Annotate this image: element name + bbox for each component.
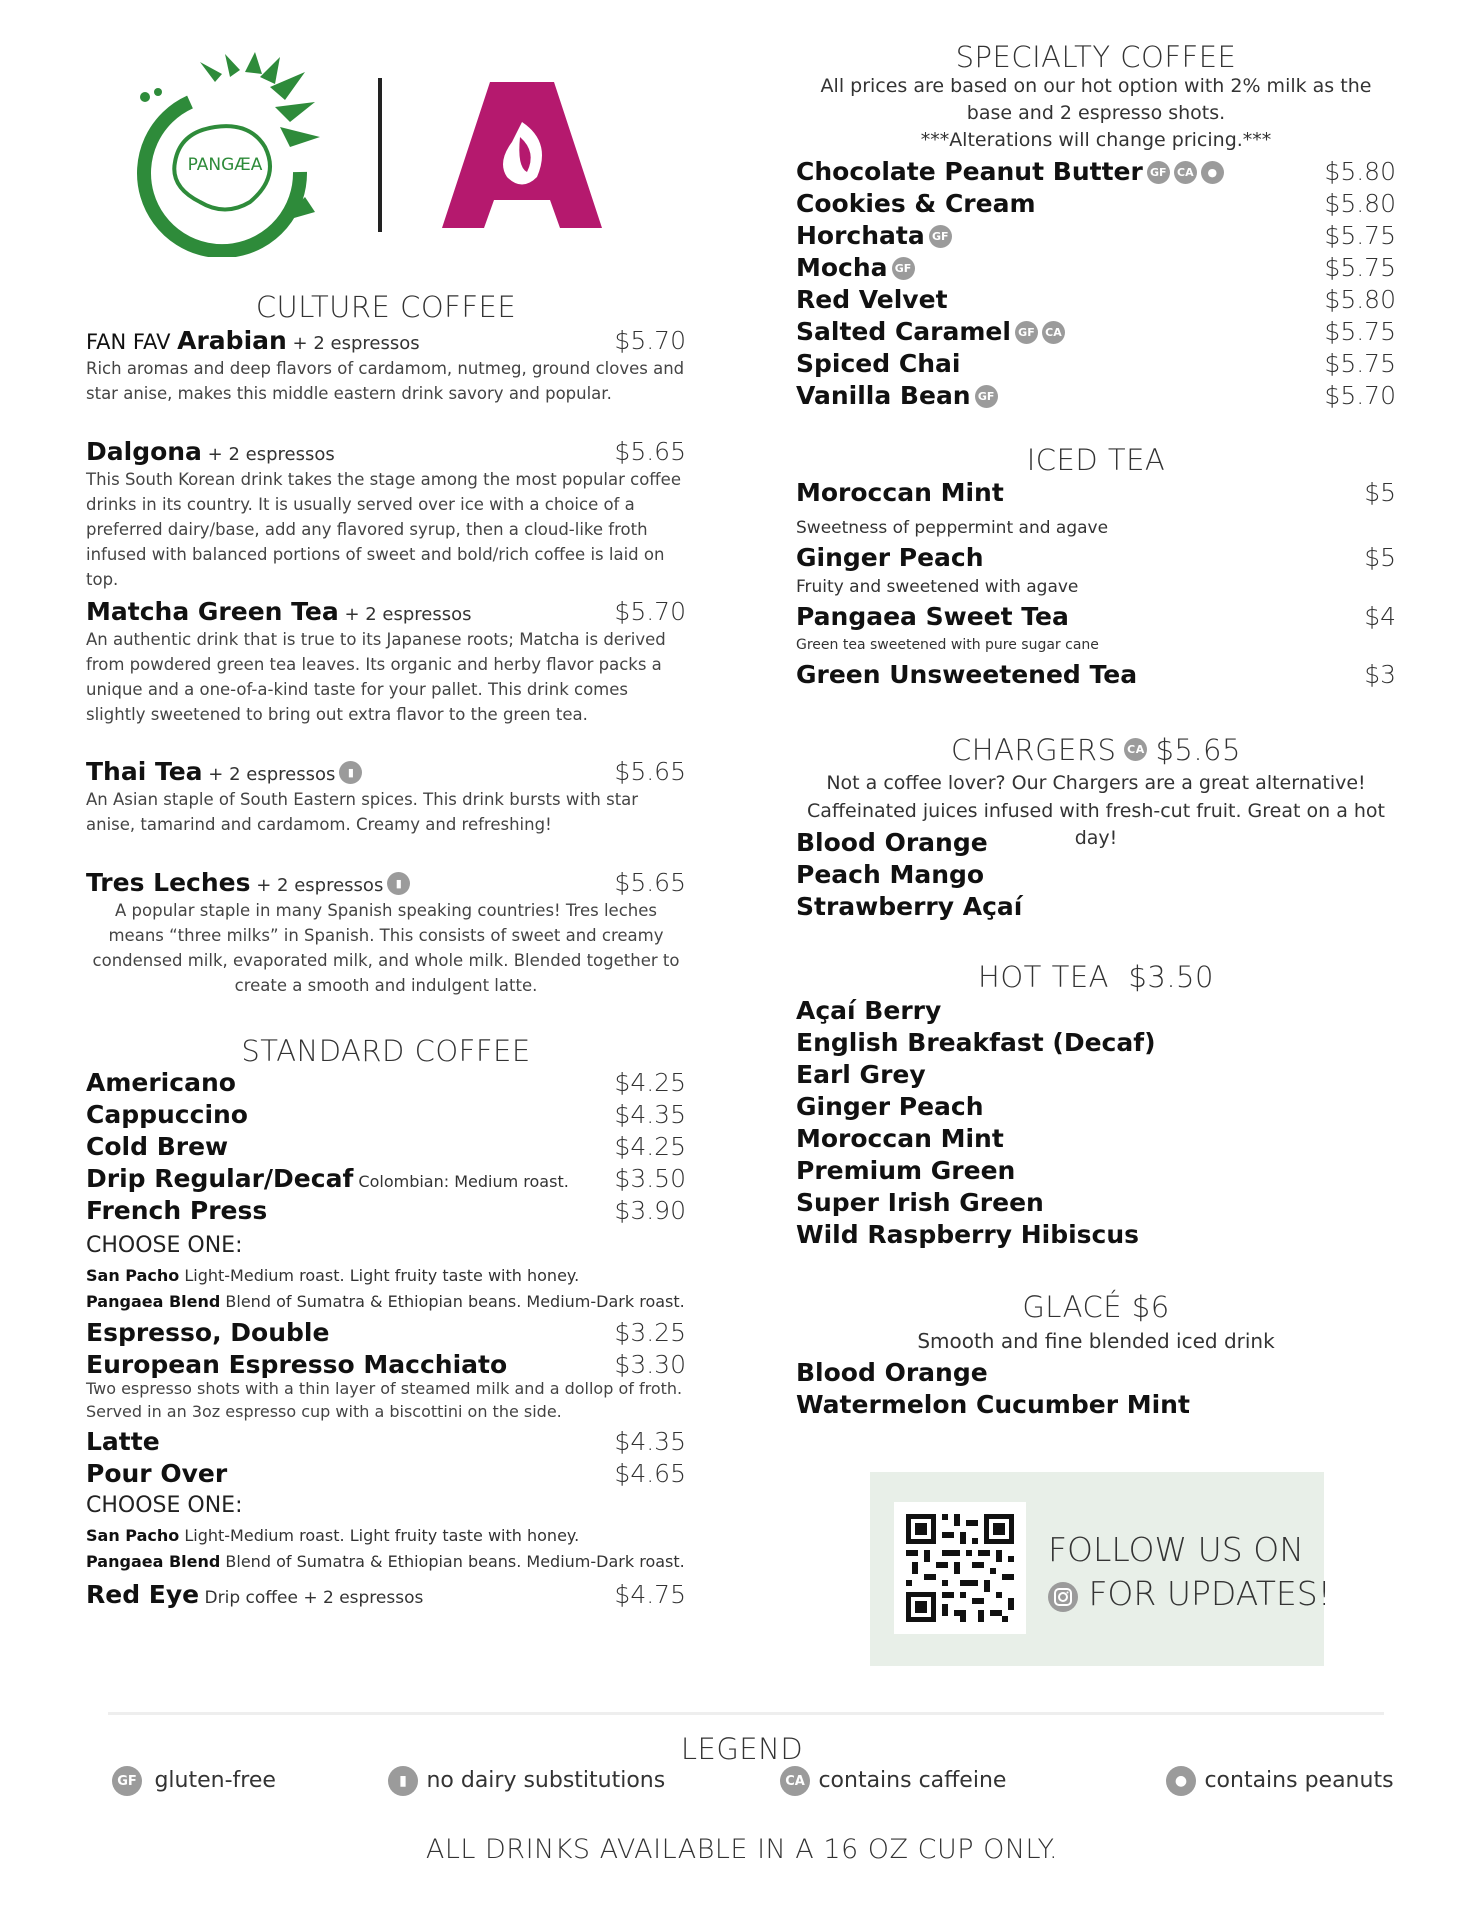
pangaea-logo <box>130 52 330 257</box>
standard-coffee-title: STANDARD COFFEE <box>241 1034 531 1068</box>
standard-item <box>86 1580 686 1609</box>
standard-item <box>86 1318 686 1347</box>
item-price: $4.25 <box>614 1132 686 1161</box>
item-name: Chocolate Peanut Butter <box>796 157 1143 186</box>
item-price: $5.75 <box>1324 221 1396 250</box>
hot-tea-item: Super Irish Green <box>796 1188 1044 1217</box>
item-name: Mocha <box>796 253 888 282</box>
option-pangaea-blend <box>86 1292 685 1311</box>
legend-item-gluten-free <box>108 1768 276 1798</box>
caffeine-icon: CA <box>1174 161 1197 184</box>
iced-tea-title: ICED TEA <box>1026 443 1166 477</box>
gluten-free-icon: GF <box>975 385 998 408</box>
option-desc: Blend of Sumatra & Ethiopian beans. Medium-Dark roast. <box>220 1552 685 1571</box>
item-name: Matcha Green Tea <box>86 597 339 626</box>
iced-tea-item <box>796 602 1396 631</box>
hot-tea-item: Premium Green <box>796 1156 1016 1185</box>
item-price: $5.75 <box>1324 317 1396 346</box>
item-name: Vanilla Bean <box>796 381 971 410</box>
option-desc: Blend of Sumatra & Ethiopian beans. Medium-Dark roast. <box>220 1292 685 1311</box>
glace-desc: Smooth and fine blended iced drink <box>917 1329 1275 1353</box>
item-name: Arabian <box>177 326 287 355</box>
item-price: $3 <box>1364 660 1396 689</box>
a-brand-logo <box>442 82 602 228</box>
culture-coffee-title: CULTURE COFFEE <box>255 290 517 324</box>
chargers-desc-2: Caffeinated juices infused with fresh-cut fruit. Great on a hot day! <box>807 800 1385 849</box>
legend-label: contains caffeine <box>818 1768 1007 1794</box>
hot-tea-item: Ginger Peach <box>796 1092 984 1121</box>
specialty-coffee-title: SPECIALTY COFFEE <box>955 40 1237 74</box>
follow-us-panel <box>870 1472 1331 1666</box>
item-price: $5.80 <box>1324 189 1396 218</box>
no-dairy-icon: ▮ <box>339 761 362 784</box>
hot-tea-item: Wild Raspberry Hibiscus <box>796 1220 1140 1249</box>
iced-tea-item <box>796 543 1396 572</box>
charger-item: Strawberry Açaí <box>796 892 1023 921</box>
item-name: Pour Over <box>86 1459 228 1488</box>
hot-tea-item: Earl Grey <box>796 1060 926 1089</box>
gluten-free-icon: GF <box>892 257 915 280</box>
item-price: $4.35 <box>614 1427 686 1456</box>
item-price: $5.80 <box>1324 285 1396 314</box>
no-dairy-icon: ▮ <box>387 872 410 895</box>
item-extra: Colombian: Medium roast. <box>353 1172 569 1191</box>
item-price: $5.75 <box>1324 349 1396 378</box>
peanut-icon: ● <box>1201 161 1224 184</box>
item-price: $5.65 <box>614 868 686 897</box>
item-name: Dalgona <box>86 437 202 466</box>
specialty-item <box>796 349 1396 378</box>
item-description: An authentic drink that is true to its Japanese roots; Matcha is derived from powdered green tea leaves. Its organic and herby flavor packs a unique and a one-of-a-kind taste for your pallet. This drink comes slightly sweetened to bring out extra flavor to the green tea. <box>86 630 666 724</box>
hot-tea-item: English Breakfast (Decaf) <box>796 1028 1156 1057</box>
legend-item-caffeine <box>776 1768 1006 1798</box>
item-name: Thai Tea <box>86 757 203 786</box>
option-name: Pangaea Blend <box>86 1292 221 1311</box>
standard-item <box>86 1459 686 1488</box>
item-price: $5.70 <box>1324 381 1396 410</box>
item-description: A popular staple in many Spanish speaking countries! Tres leches means “three milks” in Spanish. This consists of sweet and creamy condensed milk, evaporated milk, and whole milk. Blended together to create a smooth and indulgent latte. <box>92 901 680 995</box>
gluten-free-icon: GF <box>112 1766 142 1796</box>
item-name: Ginger Peach <box>796 543 984 572</box>
item-name: Green Unsweetened Tea <box>796 660 1138 689</box>
item-name: European Espresso Macchiato <box>86 1350 508 1379</box>
gluten-free-icon: GF <box>1147 161 1170 184</box>
specialty-note: All prices are based on our hot option with 2% milk as the base and 2 espresso shots. <box>820 75 1372 124</box>
item-name: Red Velvet <box>796 285 948 314</box>
option-desc: Light-Medium roast. Light fruity taste with honey. <box>179 1266 580 1285</box>
standard-item <box>86 1427 686 1456</box>
standard-item <box>86 1132 686 1161</box>
specialty-item <box>796 317 1396 347</box>
culture-item-dalgona <box>86 437 686 466</box>
item-name: French Press <box>86 1196 268 1225</box>
item-name: Salted Caramel <box>796 317 1011 346</box>
item-name: Cappuccino <box>86 1100 248 1129</box>
item-name: Cookies & Cream <box>796 189 1036 218</box>
option-san-pacho <box>86 1526 579 1545</box>
gluten-free-icon: GF <box>929 225 952 248</box>
chargers-title-text: CHARGERS <box>951 733 1117 767</box>
legend-item-no-dairy <box>384 1768 665 1798</box>
logo-divider <box>378 78 382 232</box>
option-pangaea-blend <box>86 1552 685 1571</box>
iced-tea-item <box>796 478 1396 507</box>
iced-tea-item <box>796 660 1396 689</box>
legend-title: LEGEND <box>680 1732 804 1766</box>
legend-label: no dairy substitutions <box>426 1768 666 1794</box>
chargers-price: $5.65 <box>1155 733 1241 767</box>
item-extra: + 2 espressos <box>250 875 384 896</box>
culture-item-tres-leches <box>86 868 686 898</box>
item-description: This South Korean drink takes the stage among the most popular coffee drinks in its country. It is usually served over ice with a choice of a preferred dairy/base, add any flavored syrup, then a cloud-like froth infused with balanced portions of sweet and bold/rich coffee is laid on top. <box>86 470 681 589</box>
item-description: An Asian staple of South Eastern spices. This drink bursts with star anise, tamarind and cardamom. Creamy and refreshing! <box>86 790 639 834</box>
hot-tea-item: Açaí Berry <box>796 996 942 1025</box>
hot-tea-item: Moroccan Mint <box>796 1124 1004 1153</box>
item-name: Espresso, Double <box>86 1318 330 1347</box>
legend-label: contains peanuts <box>1204 1768 1394 1794</box>
item-price: $5.65 <box>614 437 686 466</box>
item-price: $5 <box>1364 478 1396 507</box>
macchiato-description: Two espresso shots with a thin layer of steamed milk and a dollop of froth. Served in an 3oz espresso cup with a biscottini on the side. <box>86 1379 683 1421</box>
specialty-alterations-note: ***Alterations will change pricing.*** <box>920 129 1272 151</box>
instagram-icon[interactable] <box>1048 1582 1078 1612</box>
specialty-item <box>796 381 1396 411</box>
item-price: $4 <box>1364 602 1396 631</box>
specialty-item <box>796 285 1396 314</box>
culture-item-thai-tea <box>86 757 686 787</box>
item-price: $3.50 <box>614 1164 686 1193</box>
item-name: Moroccan Mint <box>796 478 1004 507</box>
choose-one-label: CHOOSE ONE: <box>86 1233 243 1258</box>
item-description: Green tea sweetened with pure sugar cane <box>796 637 1099 653</box>
item-price: $4.75 <box>614 1580 686 1609</box>
glace-item: Watermelon Cucumber Mint <box>796 1390 1190 1419</box>
chargers-desc-1: Not a coffee lover? Our Chargers are a great alternative! <box>826 772 1366 794</box>
standard-item <box>86 1100 686 1129</box>
item-price: $4.25 <box>614 1068 686 1097</box>
peanut-icon: ● <box>1166 1766 1196 1796</box>
footer-note: ALL DRINKS AVAILABLE IN A 16 OZ CUP ONLY. <box>425 1834 1059 1865</box>
item-price: $5.80 <box>1324 157 1396 186</box>
item-price: $5.70 <box>614 597 686 626</box>
item-price: $4.35 <box>614 1100 686 1129</box>
item-extra: Drip coffee + 2 espressos <box>199 1588 424 1608</box>
item-price: $3.90 <box>614 1196 686 1225</box>
charger-item: Blood Orange <box>796 828 988 857</box>
item-extra: + 2 espressos <box>201 444 335 465</box>
item-price: $5.65 <box>614 757 686 786</box>
culture-item-arabian <box>86 326 686 355</box>
glace-item: Blood Orange <box>796 1358 988 1387</box>
item-name: Pangaea Sweet Tea <box>796 602 1069 631</box>
caffeine-icon: CA <box>1042 321 1065 344</box>
caffeine-icon: CA <box>780 1766 810 1796</box>
item-extra: + 2 espressos <box>286 333 420 354</box>
item-name: Latte <box>86 1427 160 1456</box>
caffeine-icon: CA <box>1124 738 1147 761</box>
pangaea-logo-text: PANGÆA <box>187 155 263 175</box>
item-name: Drip Regular/Decaf <box>86 1164 354 1193</box>
item-description: Fruity and sweetened with agave <box>796 577 1079 597</box>
item-name: Horchata <box>796 221 925 250</box>
legend-label: gluten-free <box>154 1768 276 1794</box>
fan-fav-label: FAN FAV <box>86 330 178 354</box>
item-name: Red Eye <box>86 1580 200 1609</box>
item-price: $4.65 <box>614 1459 686 1488</box>
item-name: Cold Brew <box>86 1132 229 1161</box>
specialty-item <box>796 221 1396 251</box>
standard-item <box>86 1196 686 1225</box>
legend-divider <box>108 1712 1384 1715</box>
standard-item <box>86 1350 686 1379</box>
follow-us-line2-text: FOR UPDATES! <box>1088 1574 1331 1613</box>
qr-code[interactable] <box>894 1502 1026 1634</box>
item-name: Spiced Chai <box>796 349 961 378</box>
follow-us-line2 <box>1048 1574 1331 1616</box>
specialty-item <box>796 157 1396 187</box>
item-description: Rich aromas and deep flavors of cardamom, nutmeg, ground cloves and star anise, makes this middle eastern drink savory and popular. <box>86 359 685 403</box>
item-name: Tres Leches <box>86 868 251 897</box>
item-description: Sweetness of peppermint and agave <box>796 518 1109 538</box>
charger-item: Peach Mango <box>796 860 985 889</box>
item-price: $3.30 <box>614 1350 686 1379</box>
option-name: San Pacho <box>86 1526 180 1545</box>
option-name: San Pacho <box>86 1266 180 1285</box>
glace-title: GLACÉ $6 <box>1022 1290 1170 1324</box>
option-san-pacho <box>86 1266 579 1285</box>
no-dairy-icon: ▮ <box>388 1766 418 1796</box>
item-price: $3.25 <box>614 1318 686 1347</box>
hot-tea-title: HOT TEA $3.50 <box>978 960 1214 994</box>
legend-item-peanuts <box>1162 1768 1394 1798</box>
culture-item-matcha <box>86 597 686 626</box>
choose-one-label: CHOOSE ONE: <box>86 1493 243 1518</box>
item-price: $5.70 <box>614 326 686 355</box>
item-extra: + 2 espressos <box>202 764 336 785</box>
gluten-free-icon: GF <box>1015 321 1038 344</box>
item-extra: + 2 espressos <box>338 604 472 625</box>
item-price: $5 <box>1364 543 1396 572</box>
item-name: Americano <box>86 1068 236 1097</box>
chargers-title <box>796 733 1396 767</box>
standard-item <box>86 1164 686 1193</box>
item-price: $5.75 <box>1324 253 1396 282</box>
standard-item <box>86 1068 686 1097</box>
specialty-item <box>796 189 1396 218</box>
option-desc: Light-Medium roast. Light fruity taste with honey. <box>179 1526 580 1545</box>
option-name: Pangaea Blend <box>86 1552 221 1571</box>
follow-us-line1: FOLLOW US ON <box>1048 1530 1304 1569</box>
specialty-item <box>796 253 1396 283</box>
